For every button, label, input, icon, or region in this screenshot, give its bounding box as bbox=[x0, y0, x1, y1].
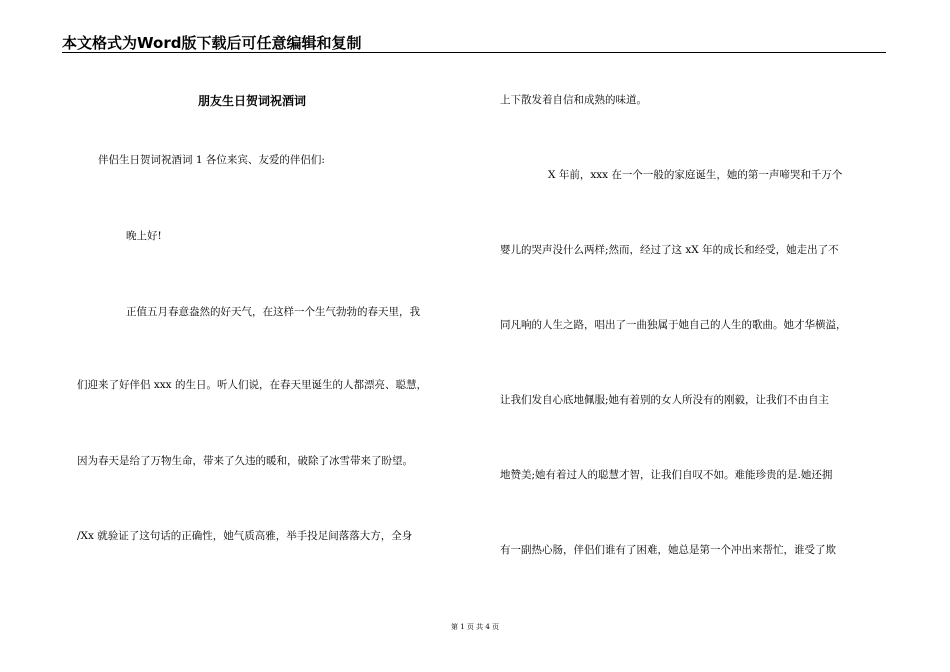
document-banner: 本文格式为Word版下载后可任意编辑和复制 bbox=[62, 34, 362, 52]
left-line-4: 们迎来了好伴侣 xxx 的生日。听人们说，在春天里诞生的人都漂亮、聪慧， bbox=[77, 379, 427, 391]
page-footer: 第 1 页 共 4 页 bbox=[450, 623, 500, 631]
left-line-5: 因为春天是给了万物生命，带来了久违的暖和，破除了冰雪带来了盼望。 bbox=[77, 455, 413, 467]
banner-rule bbox=[62, 52, 886, 53]
right-line-3: 婴儿的哭声没什么两样;然而，经过了这 xX 年的成长和经受，她走出了不 bbox=[500, 244, 839, 256]
left-line-1: 伴侣生日贺词祝酒词 1 各位来宾、友爱的伴侣们: bbox=[98, 154, 325, 166]
right-line-6: 地赞美;她有着过人的聪慧才智，让我们自叹不如。难能珍贵的是.她还拥 bbox=[500, 469, 833, 481]
left-line-6: /Xx 就验证了这句话的正确性，她气质高雅，举手投足间落落大方，全身 bbox=[77, 530, 413, 542]
right-line-2: X 年前，xxx 在一个一般的家庭诞生，她的第一声啼哭和千万个 bbox=[548, 169, 843, 181]
right-line-4: 同凡响的人生之路，唱出了一曲独属于她自己的人生的歌曲。她才华横溢， bbox=[500, 319, 847, 331]
document-title: 朋友生日贺词祝酒词 bbox=[198, 94, 307, 108]
left-line-2: 晚上好! bbox=[126, 230, 162, 242]
right-line-1: 上下散发着自信和成熟的味道。 bbox=[500, 94, 647, 106]
right-line-7: 有一副热心肠，伴侣们谁有了困难，她总是第一个冲出来帮忙，谁受了欺 bbox=[500, 544, 836, 556]
left-line-3: 正值五月春意盎然的好天气，在这样一个生气勃勃的春天里，我 bbox=[126, 306, 420, 318]
right-line-5: 让我们发自心底地佩服;她有着别的女人所没有的刚毅，让我们不由自主 bbox=[500, 394, 830, 406]
